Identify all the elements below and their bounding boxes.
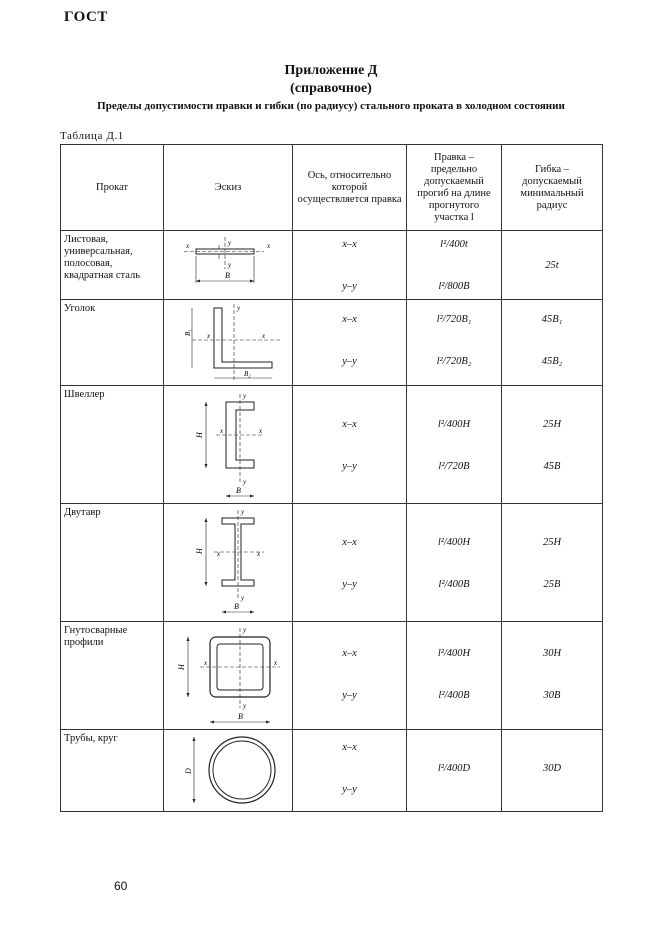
straightening-value: l²/400B (438, 690, 470, 701)
sketch-label-y: y (241, 594, 245, 602)
sketch-label-x: x (220, 427, 224, 435)
sketch-label-D: D (184, 768, 193, 774)
angle-sketch-icon (164, 300, 292, 385)
table-row (61, 386, 603, 504)
bending-value: 45B₂ (541, 356, 563, 367)
axis-value: x–x (342, 648, 357, 659)
header-bending: Гибка – допускаемый минимальный радиус (502, 145, 603, 231)
appendix-subtitle: (справочное) (290, 81, 372, 96)
bending-value: 45B₁ (541, 314, 563, 325)
sketch-label-y: y (228, 239, 232, 247)
sketch-label-B2: B₂ (244, 370, 251, 378)
limits-table (60, 144, 603, 812)
bending-value: 25B (543, 579, 561, 590)
sketch-label-y: y (243, 392, 247, 400)
sketch-cell (164, 730, 293, 812)
sketch-cell (164, 504, 293, 622)
page-number: 60 (114, 879, 128, 893)
rolled-name: Трубы, круг (61, 730, 164, 812)
header-sketch: Эскиз (164, 145, 293, 231)
bending-cell (502, 504, 603, 622)
sketch-label-y: y (237, 304, 241, 312)
table-row (61, 622, 603, 730)
axis-value: y–y (342, 784, 357, 795)
sketch-label-x: x (257, 550, 261, 558)
bending-value: 30B (543, 690, 561, 701)
sketch-label-x: x (204, 659, 208, 667)
straightening-value: l²/720B₂ (436, 356, 472, 367)
axis-value: y–y (342, 356, 357, 367)
sketch-label-x: x (267, 242, 271, 250)
table-row (61, 300, 603, 386)
sketch-label-B: B (234, 602, 239, 611)
ibeam-sketch-icon (164, 504, 292, 621)
appendix-heading: Пределы допустимости правки и гибки (по радиусу) стального проката в холодном состоянии (97, 100, 565, 112)
channel-sketch-icon (164, 386, 292, 503)
bending-value: 30D (542, 763, 562, 774)
sketch-label-x: x (207, 332, 211, 340)
appendix-title: Приложение Д (284, 63, 378, 78)
sketch-label-H: H (177, 664, 186, 670)
bending-value: 25H (542, 537, 562, 548)
straightening-cell (407, 231, 502, 300)
axis-cell (293, 231, 407, 300)
bending-cell (502, 386, 603, 504)
sketch-cell (164, 300, 293, 386)
sketch-label-B: B (225, 271, 230, 280)
header-rolled: Прокат (61, 145, 164, 231)
straightening-value: l²/400H (437, 648, 471, 659)
axis-value: y–y (342, 461, 357, 472)
sketch-label-x: x (262, 332, 266, 340)
axis-value: y–y (342, 690, 357, 701)
straightening-value: l²/400D (437, 763, 471, 774)
axis-cell (293, 622, 407, 730)
bending-value: 25t (545, 260, 559, 271)
sketch-label-x: x (186, 242, 190, 250)
axis-value: y–y (342, 281, 357, 292)
axis-cell (293, 730, 407, 812)
axis-cell (293, 300, 407, 386)
straightening-cell (407, 386, 502, 504)
straightening-cell (407, 622, 502, 730)
straightening-value: l²/720B₁ (436, 314, 472, 325)
bending-cell (502, 730, 603, 812)
table-row (61, 504, 603, 622)
header-straightening: Правка – предельно допускаемый прогиб на длине прогнутого участка l (407, 145, 502, 231)
straightening-cell (407, 300, 502, 386)
straightening-value: l²/720B (438, 461, 470, 472)
sketch-label-x: x (274, 659, 278, 667)
straightening-value: l²/400H (437, 537, 471, 548)
document-header: ГОСТ (64, 9, 108, 25)
axis-cell (293, 504, 407, 622)
sketch-label-H: H (195, 548, 204, 554)
sketch-label-B: B (238, 712, 243, 721)
straightening-value: l²/400t (440, 239, 468, 250)
axis-value: x–x (342, 537, 357, 548)
sketch-cell (164, 386, 293, 504)
rolled-name: Листовая, универсальная, полосовая, квадратная сталь (61, 231, 164, 300)
sketch-label-y: y (241, 508, 245, 516)
axis-value: x–x (342, 314, 357, 325)
axis-value: x–x (342, 239, 357, 250)
sketch-cell (164, 622, 293, 730)
straightening-value: l²/400B (438, 579, 470, 590)
header-axis: Ось, относительно которой осуществляется правка (293, 145, 407, 231)
rolled-name: Швеллер (61, 386, 164, 504)
bending-value: 45B (543, 461, 561, 472)
hollow-section-sketch-icon (164, 622, 292, 729)
table-header-row (61, 145, 603, 231)
axis-value: y–y (342, 579, 357, 590)
bending-value: 30H (542, 648, 562, 659)
straightening-value: l²/800B (438, 281, 470, 292)
bending-cell (502, 300, 603, 386)
bending-cell (502, 622, 603, 730)
sketch-cell (164, 231, 293, 300)
bending-cell (502, 231, 603, 300)
table-caption: Таблица Д.1 (60, 130, 124, 142)
table-row (61, 730, 603, 812)
sketch-label-x: x (259, 427, 263, 435)
sketch-label-y: y (243, 702, 247, 710)
rolled-name: Двутавр (61, 504, 164, 622)
tube-sketch-icon (164, 730, 292, 811)
sketch-label-y: y (243, 478, 247, 486)
sketch-label-B1: B₁ (184, 329, 192, 336)
axis-cell (293, 386, 407, 504)
bending-value: 25H (542, 419, 562, 430)
sketch-label-B: B (236, 486, 241, 495)
axis-value: x–x (342, 742, 357, 753)
sketch-label-y: y (228, 261, 232, 269)
rolled-name: Гнутосварные профили (61, 622, 164, 730)
rolled-name: Уголок (61, 300, 164, 386)
straightening-cell (407, 730, 502, 812)
sketch-label-y: y (243, 626, 247, 634)
straightening-cell (407, 504, 502, 622)
sketch-label-x: x (217, 550, 221, 558)
sketch-label-H: H (195, 432, 204, 438)
axis-value: x–x (342, 419, 357, 430)
straightening-value: l²/400H (437, 419, 471, 430)
plate-sketch-icon (164, 231, 292, 299)
table-row (61, 231, 603, 300)
